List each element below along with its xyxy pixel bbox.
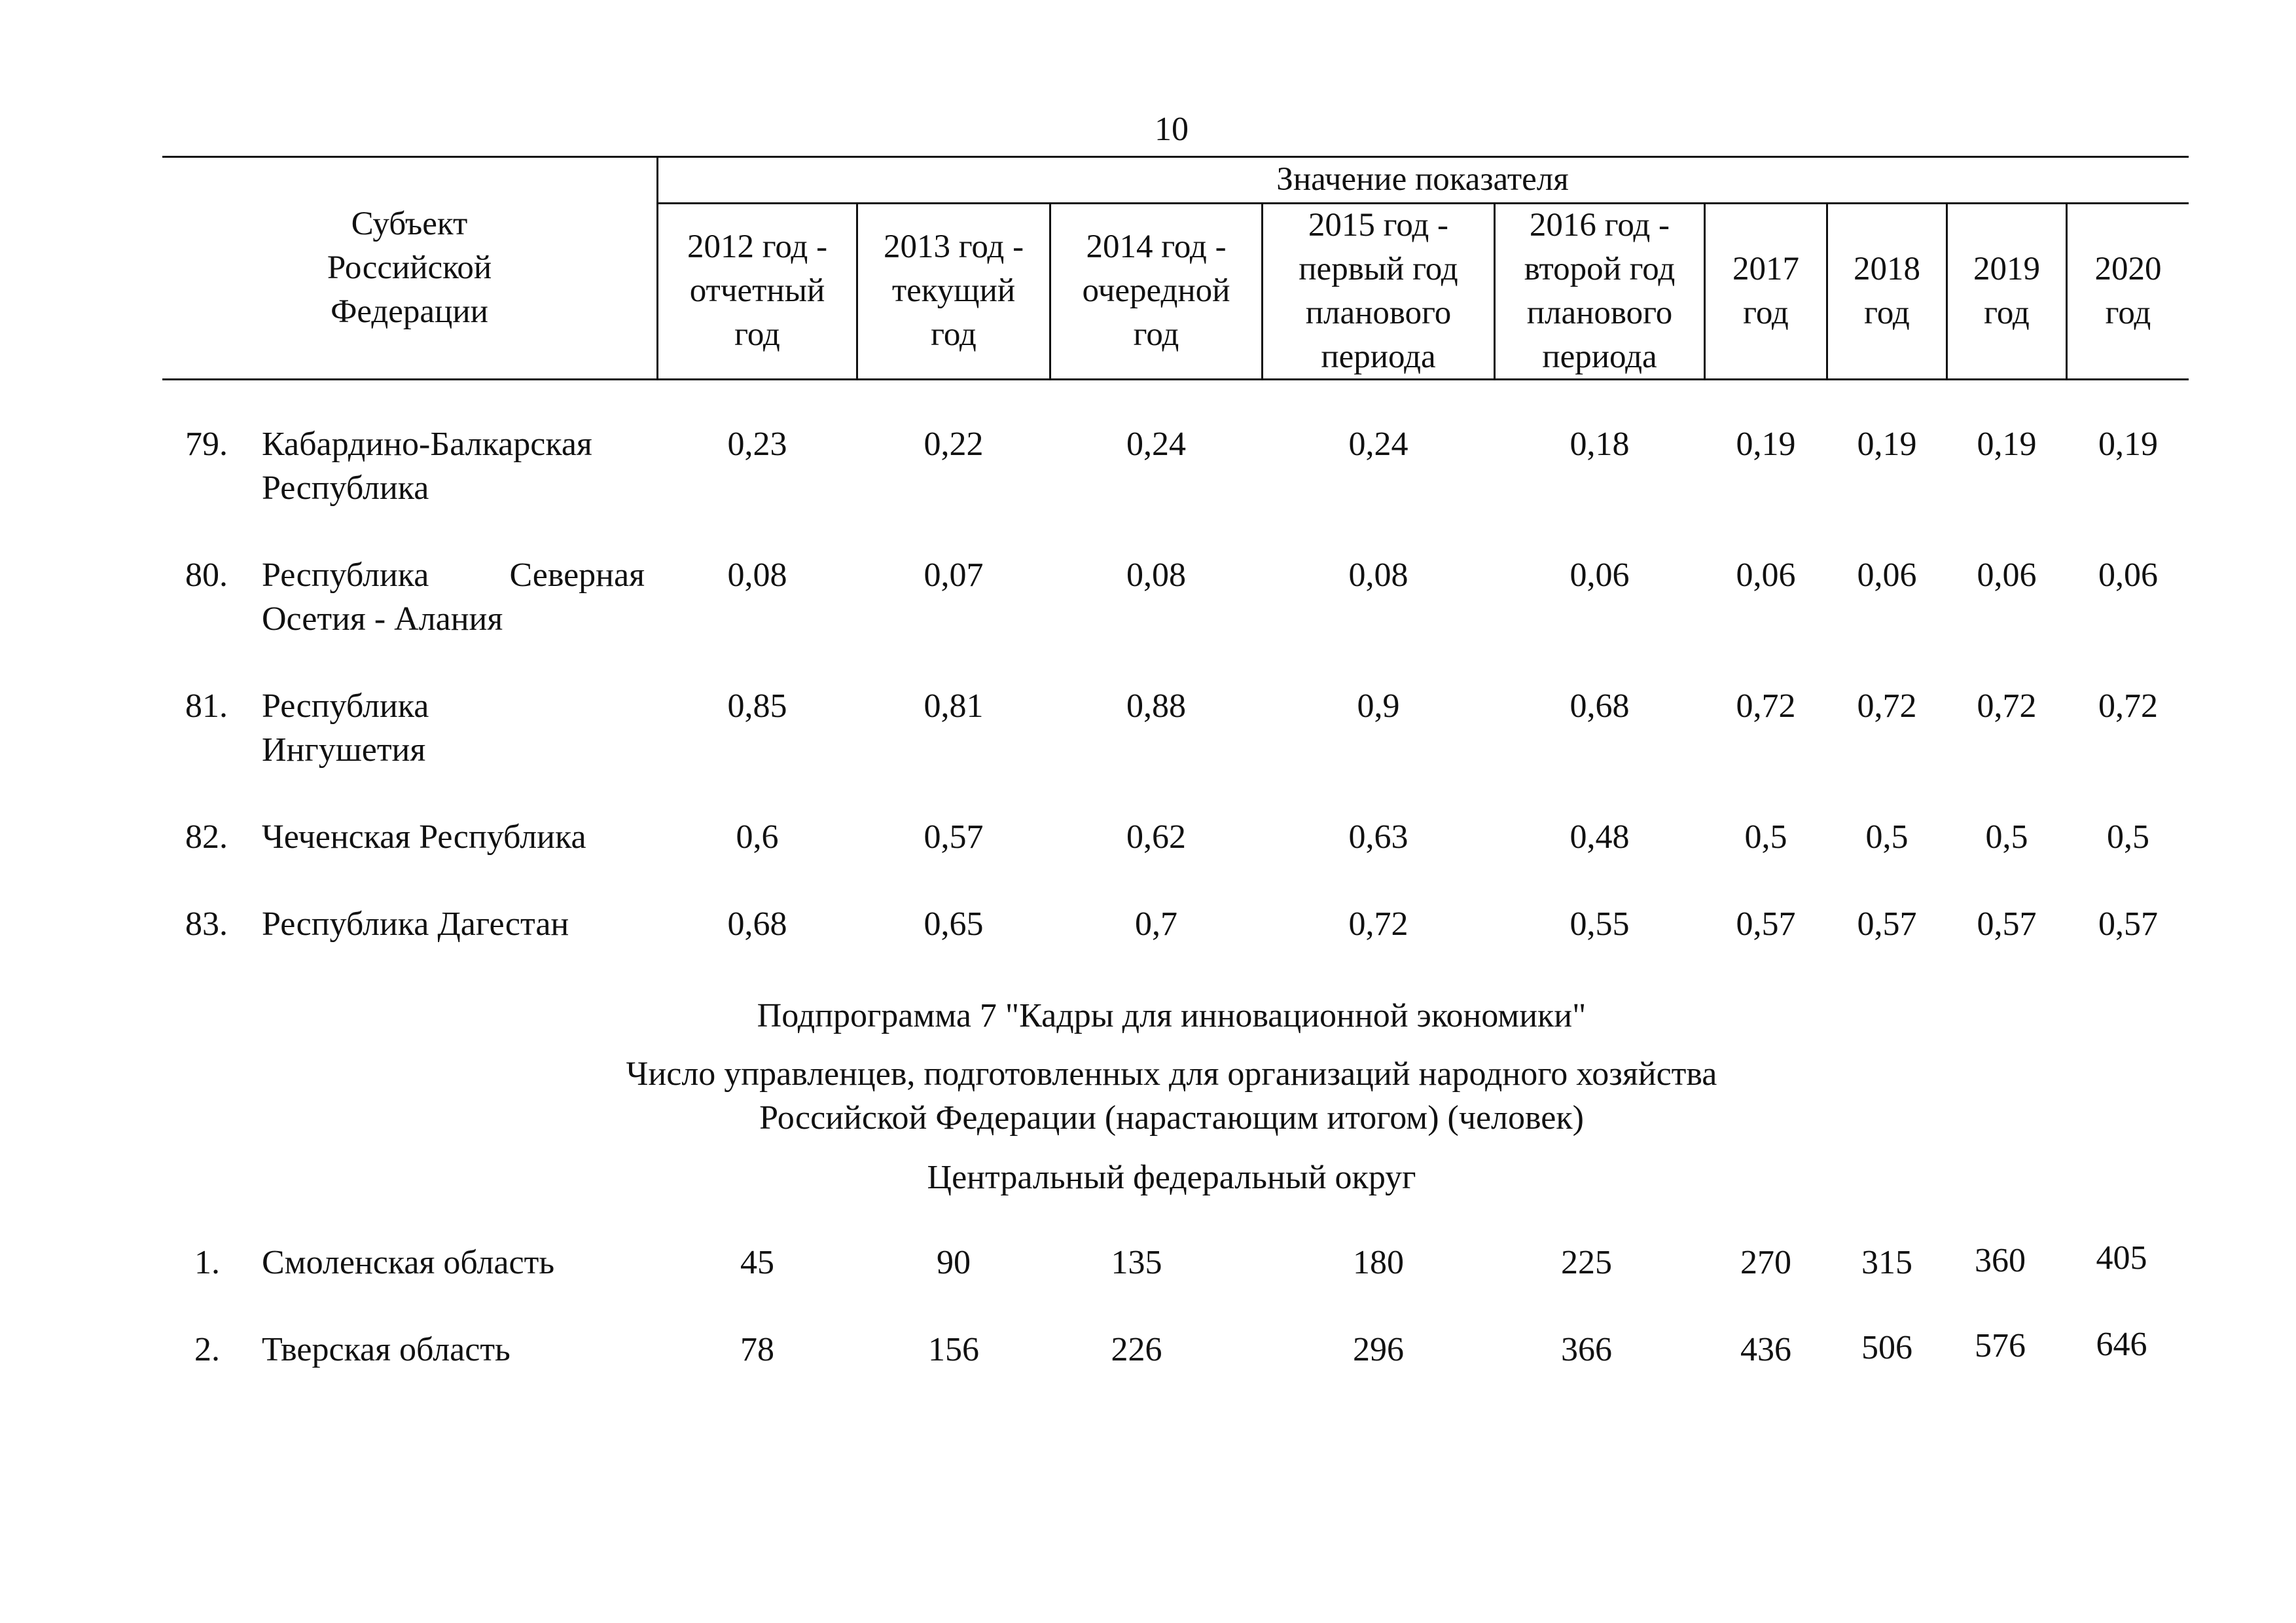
value-cell: 506 [1861, 1329, 1912, 1366]
value-cell: 576 [1975, 1327, 2026, 1364]
row-subject-name: Тверская область [262, 1331, 511, 1368]
value-cell: 0,23 [727, 426, 787, 463]
value-cell: 0,57 [1736, 905, 1796, 943]
row-subject-name: Смоленская область [262, 1244, 555, 1281]
row-index: 82. [185, 818, 228, 856]
column-header-2018: 2018 год [1854, 250, 1920, 331]
row-subject-name: Республика Ингушетия [262, 687, 429, 769]
column-header-2020: 2020 год [2094, 250, 2162, 331]
header-bottom-rule [162, 378, 2189, 380]
value-cell: 0,06 [1857, 556, 1917, 594]
value-cell: 0,65 [924, 905, 984, 943]
row-index: 83. [185, 905, 228, 943]
row-index: 1. [194, 1244, 220, 1281]
value-cell: 0,57 [2098, 905, 2158, 943]
column-header-2013: 2013 год - текущий год [883, 228, 1024, 353]
value-cell: 0,06 [2098, 556, 2158, 594]
value-cell: 226 [1111, 1331, 1162, 1368]
value-cell: 180 [1353, 1244, 1404, 1281]
value-cell: 0,22 [924, 426, 984, 463]
value-cell: 0,85 [727, 687, 787, 725]
row-subject-name: Республика Северная Осетия - Алания [262, 556, 645, 638]
value-cell: 156 [928, 1331, 979, 1368]
value-cell: 0,72 [1977, 687, 2037, 725]
value-cell: 90 [937, 1244, 971, 1281]
value-cell: 646 [2096, 1326, 2147, 1363]
value-cell: 0,72 [1348, 905, 1408, 943]
district-title: Центральный федеральный округ [927, 1159, 1416, 1196]
value-cell: 0,06 [1570, 556, 1630, 594]
value-cell: 135 [1111, 1244, 1162, 1281]
value-cell: 0,72 [1736, 687, 1796, 725]
value-cell: 360 [1975, 1242, 2026, 1279]
value-cell: 78 [740, 1331, 774, 1368]
page-number: 10 [1155, 111, 1189, 148]
value-cell: 0,19 [1857, 426, 1917, 463]
value-cell: 296 [1353, 1331, 1404, 1368]
value-cell: 0,62 [1126, 818, 1186, 856]
value-cell: 0,06 [1977, 556, 2037, 594]
value-cell: 0,9 [1357, 687, 1400, 725]
row-index: 81. [185, 687, 228, 725]
column-header-2016: 2016 год - второй год планового периода [1524, 206, 1676, 375]
value-cell: 0,72 [1857, 687, 1917, 725]
indicator-value-header: Значение показателя [1276, 161, 1569, 198]
value-cell: 0,57 [1977, 905, 2037, 943]
indicator-title: Число управленцев, подготовленных для организаций народного хозяйства Российской Федерации (нарастающим итогом) (человек) [626, 1055, 1717, 1137]
value-cell: 0,19 [2098, 426, 2158, 463]
row-index: 2. [194, 1331, 220, 1368]
value-cell: 315 [1861, 1244, 1912, 1281]
value-cell: 0,07 [924, 556, 984, 594]
value-cell: 0,5 [1985, 818, 2028, 856]
value-cell: 0,24 [1126, 426, 1186, 463]
value-cell: 225 [1561, 1244, 1612, 1281]
value-cell: 0,5 [1744, 818, 1787, 856]
value-cell: 0,48 [1570, 818, 1630, 856]
value-cell: 0,19 [1736, 426, 1796, 463]
value-cell: 0,57 [924, 818, 984, 856]
column-header-2014: 2014 год - очередной год [1082, 228, 1230, 353]
column-header-2019: 2019 год [1973, 250, 2040, 331]
value-cell: 0,5 [1865, 818, 1909, 856]
row-subject-name: Кабардино-Балкарская Республика [262, 426, 592, 507]
value-cell: 0,08 [1348, 556, 1408, 594]
value-cell: 0,6 [736, 818, 779, 856]
value-cell: 0,18 [1570, 426, 1630, 463]
value-cell: 0,72 [2098, 687, 2158, 725]
row-index: 80. [185, 556, 228, 594]
subprogram-title: Подпрограмма 7 "Кадры для инновационной экономики" [757, 997, 1587, 1034]
value-cell: 366 [1561, 1331, 1612, 1368]
value-cell: 0,81 [924, 687, 984, 725]
row-subject-name: Чеченская Республика [262, 818, 586, 856]
value-cell: 0,06 [1736, 556, 1796, 594]
value-cell: 45 [740, 1244, 774, 1281]
value-cell: 0,08 [727, 556, 787, 594]
value-cell: 0,5 [2107, 818, 2149, 856]
value-cell: 0,57 [1857, 905, 1917, 943]
value-cell: 0,88 [1126, 687, 1186, 725]
value-cell: 0,24 [1348, 426, 1408, 463]
value-cell: 405 [2096, 1239, 2147, 1277]
row-subject-name: Республика Дагестан [262, 905, 569, 943]
value-cell: 0,68 [727, 905, 787, 943]
column-header-2012: 2012 год - отчетный год [687, 228, 828, 353]
value-cell: 0,55 [1570, 905, 1630, 943]
subject-header: Субъект Российской Федерации [327, 205, 492, 330]
column-header-2015: 2015 год - первый год планового периода [1299, 206, 1458, 375]
row-index: 79. [185, 426, 228, 463]
value-cell: 0,68 [1570, 687, 1630, 725]
value-cell: 0,7 [1135, 905, 1177, 943]
value-cell: 436 [1740, 1331, 1791, 1368]
value-cell: 0,19 [1977, 426, 2037, 463]
value-cell: 270 [1740, 1244, 1791, 1281]
value-cell: 0,63 [1348, 818, 1408, 856]
value-cell: 0,08 [1126, 556, 1186, 594]
column-header-2017: 2017 год [1732, 250, 1799, 331]
